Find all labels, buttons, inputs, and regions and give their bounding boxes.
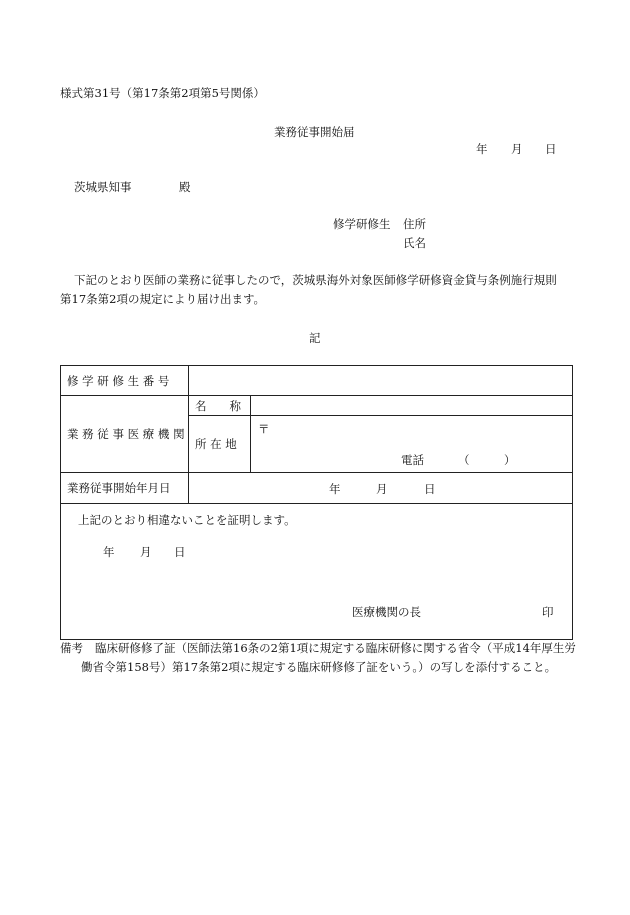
- addressee-honorific: 殿: [179, 180, 191, 194]
- row-start-date: [61, 473, 573, 504]
- applicant-address-label: 住所: [403, 217, 426, 231]
- head-label: 医療機関の長: [352, 605, 421, 619]
- form-table: [60, 365, 573, 640]
- institution-name-value[interactable]: [251, 396, 573, 416]
- addressee-name: 茨城県知事: [74, 180, 132, 194]
- seal-mark: 印: [542, 605, 554, 619]
- note-label: 備考: [60, 641, 83, 655]
- page-title: 業務従事開始届: [274, 125, 355, 139]
- form-id: 様式第31号（第17条第2項第5号関係）: [60, 86, 265, 100]
- institution-name-label: 名 称: [189, 396, 251, 416]
- start-date-month: 月: [376, 482, 388, 496]
- institution-location-value[interactable]: [251, 416, 573, 473]
- ki-heading: 記: [309, 331, 321, 345]
- applicant-name-label: 氏名: [403, 236, 426, 250]
- date-year: 年: [476, 142, 488, 156]
- certification-cell[interactable]: [61, 504, 573, 640]
- certify-year: 年: [103, 545, 115, 559]
- certify-month: 月: [140, 545, 152, 559]
- applicant-role: 修学研修生: [333, 217, 391, 231]
- start-date-value[interactable]: [189, 473, 573, 504]
- institution-location-label: 所 在 地: [189, 416, 251, 473]
- postal-mark: 〒: [258, 422, 270, 436]
- phone-parens: （ ）: [458, 453, 516, 467]
- certify-day: 日: [174, 545, 186, 559]
- row-student-number: [61, 366, 573, 396]
- student-number-value[interactable]: [189, 366, 573, 396]
- row-certification: [61, 504, 573, 640]
- certify-text: 上記のとおり相違ないことを証明します。: [78, 513, 296, 527]
- institution-label: 業 務 従 事 医 療 機 関: [61, 396, 189, 473]
- row-institution-name: [61, 396, 573, 416]
- note-line-1: 臨床研修修了証（医師法第16条の2第1項に規定する臨床研修に関する省令（平成14年厚生労: [95, 641, 576, 655]
- start-date-label: 業務従事開始年月日: [61, 473, 189, 504]
- body-line-1: 下記のとおり医師の業務に従事したので，茨城県海外対象医師修学研修資金貸与条例施行規則: [74, 273, 557, 287]
- body-line-2: 第17条第2項の規定により届け出ます。: [60, 292, 266, 306]
- date-day: 日: [545, 142, 557, 156]
- student-number-label: 修 学 研 修 生 番 号: [61, 366, 189, 396]
- date-month: 月: [511, 142, 523, 156]
- note-line-2: 働省令第158号）第17条第2項に規定する臨床研修修了証をいう。）の写しを添付すること。: [81, 660, 557, 674]
- start-date-year: 年: [329, 482, 341, 496]
- start-date-day: 日: [424, 482, 436, 496]
- phone-label: 電話: [401, 453, 424, 467]
